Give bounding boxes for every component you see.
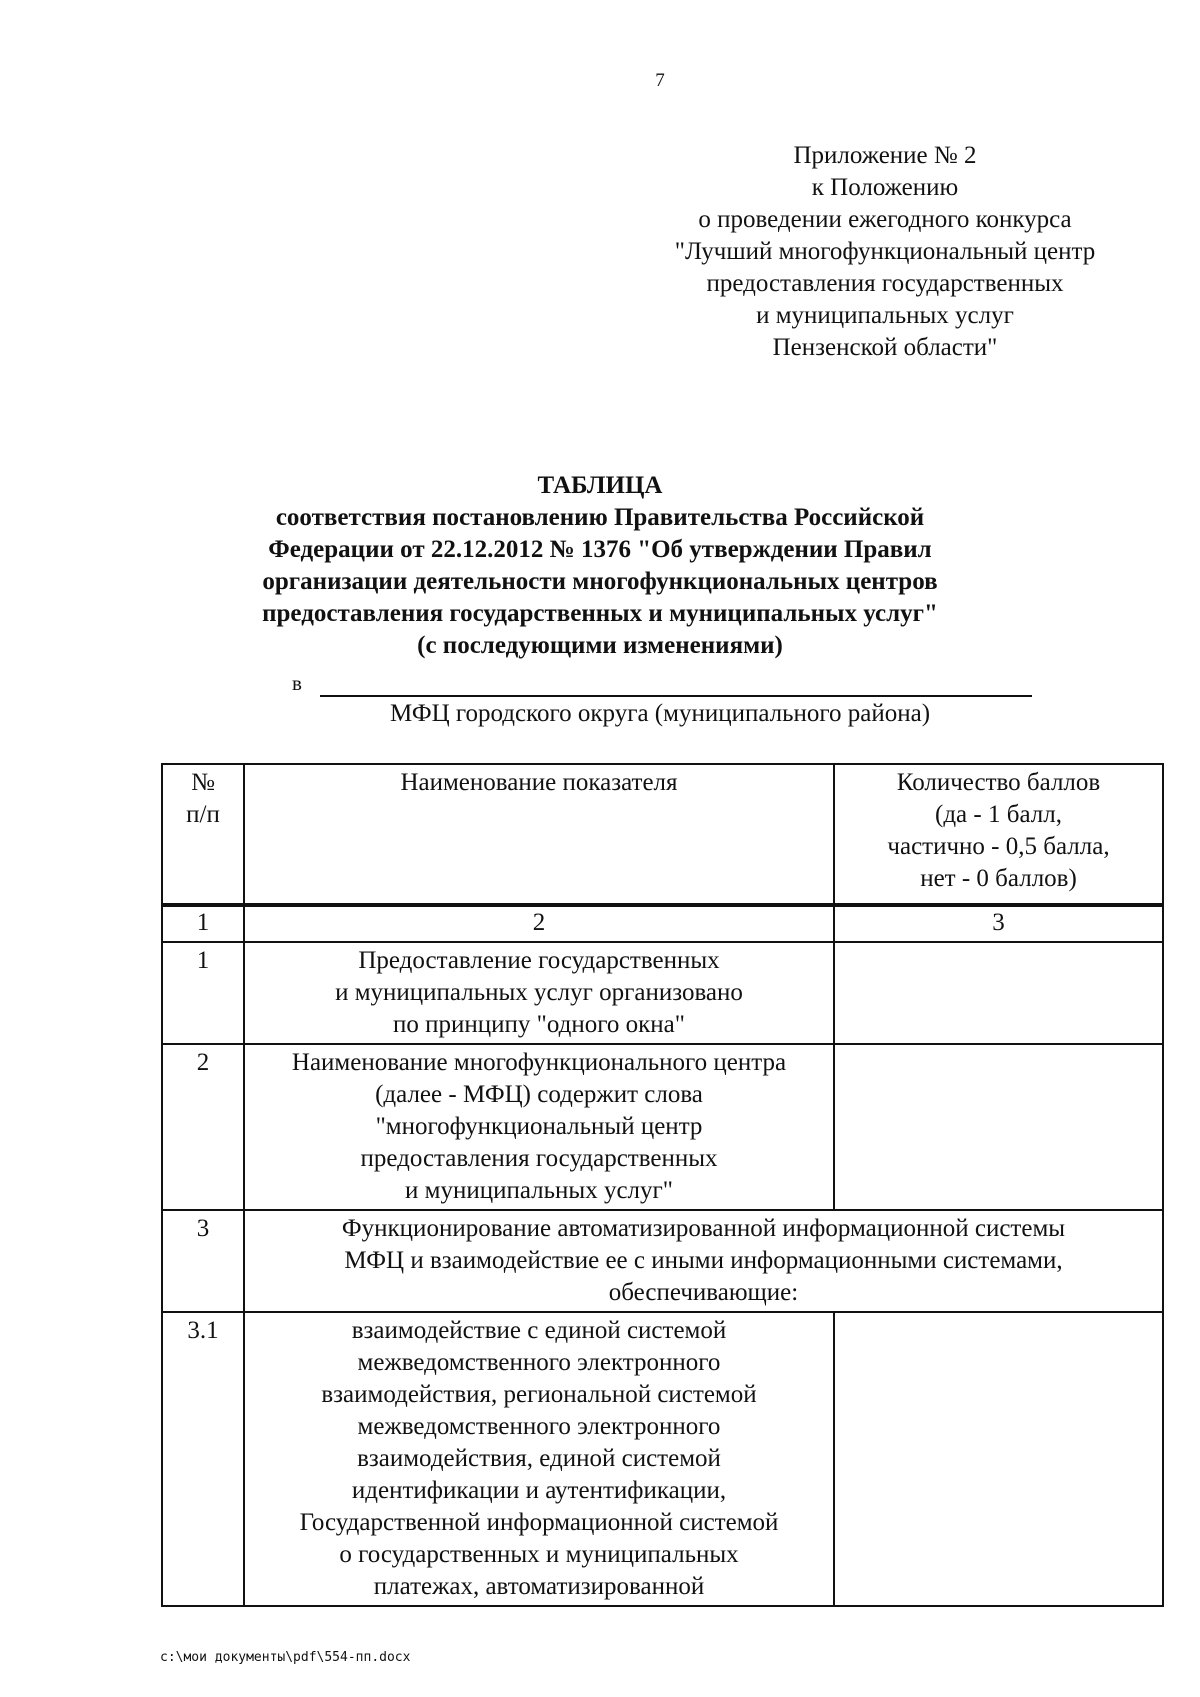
header-text: (да - 1 балл, [935,801,1062,828]
header-cell-score [834,764,1163,906]
header-text: частично - 0,5 балла, [887,833,1110,860]
indicator-line: Функционирование автоматизированной информационной системы [341,1215,1066,1242]
appendix-line: к Положению [811,174,959,201]
header-text: нет - 0 баллов) [920,865,1077,892]
indicator-line: обеспечивающие: [608,1279,799,1306]
table-row [162,1210,1163,1312]
indicator-line: "многофункциональный центр [375,1113,703,1140]
indicator-line: и муниципальных услуг организовано [335,979,743,1006]
indicator-line: взаимодействия, региональной системой [321,1381,757,1408]
document-title [160,470,1040,662]
table-row [162,1312,1163,1606]
fill-in-underline [320,695,1032,697]
header-text: Количество баллов [896,769,1101,796]
appendix-heading [600,140,1170,364]
row-number: 3 [162,1210,244,1312]
title-line: Федерации от 22.12.2012 № 1376 "Об утверждении Правил [268,536,932,563]
indicator-name [244,1044,834,1210]
indicator-line: о государственных и муниципальных [339,1541,739,1568]
appendix-line: предоставления государственных [706,270,1064,297]
appendix-line: и муниципальных услуг [756,302,1014,329]
indicator-line: и муниципальных услуг" [405,1177,673,1204]
row-number: 3.1 [162,1312,244,1606]
header-row [162,764,1163,906]
indicator-line: МФЦ и взаимодействие ее с иными информационными системами, [344,1247,1063,1274]
table-row [162,942,1163,1044]
score-cell[interactable] [834,1044,1163,1210]
score-cell[interactable] [834,942,1163,1044]
indicator-line: (далее - МФЦ) содержит слова [375,1081,703,1108]
indicator-line: межведомственного электронного [357,1413,721,1440]
title-line: (с последующими изменениями) [417,632,783,659]
indicator-line: Наименование многофункционального центра [291,1049,787,1076]
score-cell[interactable] [834,1312,1163,1606]
title-line: соответствия постановлению Правительства Российской [275,504,925,531]
header-cell-number [162,764,244,906]
table-header [161,763,1164,907]
indicator-line: по принципу "одного окна" [393,1011,685,1038]
indicator-line: идентификации и аутентификации, [351,1477,727,1504]
indicator-line: Предоставление государственных [358,947,720,974]
appendix-line: Пензенской области" [772,334,998,361]
header-text: Наименование показателя [400,769,678,796]
in-prefix: в [292,671,302,695]
section-heading [244,1210,1163,1312]
indicator-line: межведомственного электронного [357,1349,721,1376]
indicator-line: взаимодействия, единой системой [357,1445,721,1472]
title-line: предоставления государственных и муниципальных услуг" [262,600,938,627]
indicator-table [161,903,1164,1607]
column-numbers-row [162,904,1163,942]
title-line: ТАБЛИЦА [537,472,663,499]
header-cell-name [244,764,834,906]
indicator-line: взаимодействие с единой системой [351,1317,727,1344]
row-number: 2 [162,1044,244,1210]
column-number: 2 [244,904,834,942]
file-path-footer: c:\мои документы\pdf\554-пп.docx [160,1650,411,1665]
indicator-name [244,1312,834,1606]
indicator-line: платежах, автоматизированной [373,1573,705,1600]
page-number: 7 [655,70,665,91]
indicator-line: Государственной информационной системой [299,1509,779,1536]
row-number: 1 [162,942,244,1044]
indicator-line: предоставления государственных [360,1145,718,1172]
column-number: 3 [834,904,1163,942]
appendix-line: Приложение № 2 [793,142,977,169]
column-number: 1 [162,904,244,942]
appendix-line: "Лучший многофункциональный центр [674,238,1096,265]
appendix-line: о проведении ежегодного конкурса [698,206,1072,233]
mfc-name-caption: МФЦ городского округа (муниципального района) [389,700,931,727]
header-text: № [191,769,215,796]
mfc-name-field [292,669,1032,699]
indicator-name [244,942,834,1044]
header-text: п/п [186,801,220,828]
table-row [162,1044,1163,1210]
title-line: организации деятельности многофункциональных центров [262,568,938,595]
